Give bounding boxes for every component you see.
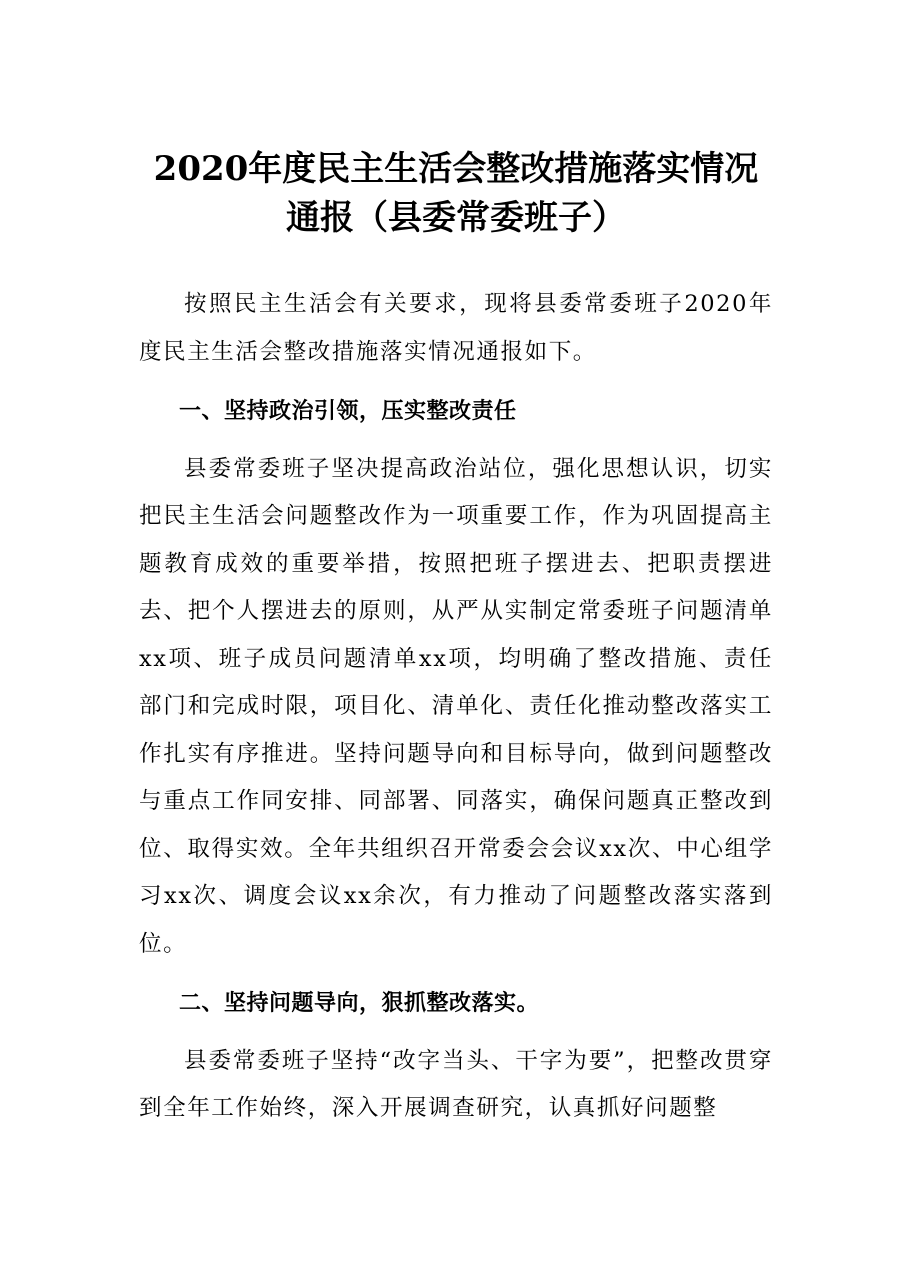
section-2-heading: 二、坚持问题导向，狠抓整改落实。 xyxy=(179,991,540,1016)
document-title: 2020年度民主生活会整改措施落实情况通报（县委常委班子） xyxy=(153,149,759,238)
section-1-body: 县委常委班子坚决提高政治站位，强化思想认识，切实把民主生活会问题整改作为一项重要工作，作为巩固提高主题教育成效的重要举措，按照把班子摆进去、把职责摆进去、把个人摆进去的原则，从严从实制定常委班子问题清单xx项、班子成员问题清单xx项，均明确了整改措施、责任部门和完成时限，项目化、清单化、责任化推动整改落实工作扎实有序推进。坚持问题导向和目标导向，做到问题整改与重点工作同安排、同部署、同落实，确保问题真正整改到位、取得实效。全年共组织召开常委会会议xx次、中心组学习xx次、调度会议xx余次，有力推动了问题整改落实落到位。 xyxy=(139,455,773,957)
section-1-heading: 一、坚持政治引领，压实整改责任 xyxy=(179,399,517,424)
section-2-body: 县委常委班子坚持“改字当头、干字为要”，把整改贯穿到全年工作始终，深入开展调查研究，认真抓好问题整 xyxy=(139,1047,773,1121)
document-content xyxy=(139,145,773,1133)
intro-paragraph: 按照民主生活会有关要求，现将县委常委班子2020年度民主生活会整改措施落实情况通报如下。 xyxy=(139,291,773,365)
